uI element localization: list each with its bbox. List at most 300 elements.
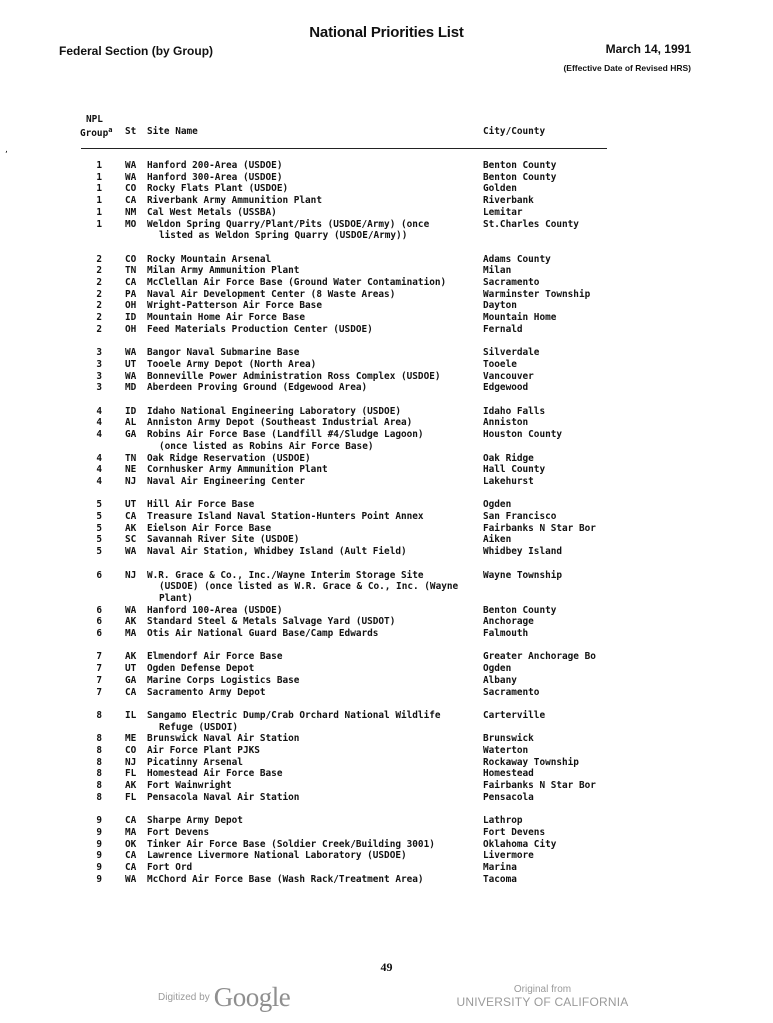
site-name-text: McChord Air Force Base (Wash Rack/Treatment Area) [147,873,424,885]
site-name-text: Sharpe Army Depot [147,815,243,827]
npl-group-cell: 4 [96,464,102,476]
state-cell: AK [125,522,137,534]
site-name-cell [147,464,483,476]
table-row [80,651,620,663]
site-name-text: McClellan Air Force Base (Ground Water Contamination) [147,277,447,289]
city-county-cell: Sacramento [483,686,540,698]
npl-group-cell: 5 [96,534,102,546]
table-row [80,160,620,172]
city-county-cell: Tacoma [483,873,517,885]
table-row [80,347,620,359]
table-row [80,710,620,733]
site-name-cell [147,663,483,675]
state-cell: CO [125,745,137,757]
table-row [80,628,620,640]
state-cell: CA [125,815,137,827]
site-name-text: Tinker Air Force Base (Soldier Creek/Building 3001) [147,838,435,850]
table-row [80,172,620,184]
site-name-continuation: Refuge (USDOI) [159,721,239,733]
site-name-cell [147,733,483,745]
table-row [80,207,620,219]
state-cell: OK [125,838,137,850]
site-name-cell [147,417,483,429]
site-name-text: W.R. Grace & Co., Inc./Wayne Interim Storage Site [147,569,424,581]
site-name-cell [147,429,483,452]
npl-group-cell: 9 [96,862,102,874]
document-date: March 14, 1991 [605,42,691,56]
site-name-text: Aberdeen Proving Ground (Edgewood Area) [147,382,368,394]
npl-group-cell: 8 [96,709,102,721]
city-county-cell: Idaho Falls [483,405,546,417]
site-name-cell [147,687,483,699]
site-name-cell [147,523,483,535]
table-row [80,254,620,266]
site-name-text: Rocky Mountain Arsenal [147,253,272,265]
site-name-cell [147,453,483,465]
table-row [80,570,620,605]
state-cell: CA [125,850,137,862]
city-county-cell: Houston County [483,429,563,441]
state-cell: CA [125,686,137,698]
state-cell: OH [125,323,137,335]
npl-group-cell: 6 [96,604,102,616]
city-county-cell: Hall County [483,464,546,476]
npl-group-cell: 8 [96,756,102,768]
city-county-cell: Rockaway Township [483,756,579,768]
npl-group-cell: 6 [96,628,102,640]
state-cell: MO [125,218,137,230]
city-county-cell: Dayton [483,300,517,312]
state-cell: CO [125,253,137,265]
site-name-text: Otis Air National Guard Base/Camp Edwards [147,628,379,640]
site-name-text: Air Force Plant PJKS [147,745,260,757]
site-name-text: Sangamo Electric Dump/Crab Orchard National Wildlife [147,709,441,721]
site-name-text: Picatinny Arsenal [147,756,243,768]
site-name-text: Hanford 100-Area (USDOE) [147,604,283,616]
city-county-cell: Adams County [483,253,551,265]
site-name-text: Brunswick Naval Air Station [147,733,300,745]
city-county-cell: Benton County [483,604,557,616]
column-headers [80,114,620,150]
state-cell: ID [125,312,137,324]
city-county-cell: Riverbank [483,195,534,207]
table-row [80,289,620,301]
city-county-cell: Albany [483,674,517,686]
city-county-cell: Benton County [483,171,557,183]
table-row [80,265,620,277]
npl-group-cell: 1 [96,160,102,171]
npl-group-cell: 3 [96,347,102,359]
site-name-cell [147,757,483,769]
site-name-text: Bangor Naval Submarine Base [147,347,300,359]
npl-group-cell: 5 [96,511,102,523]
table-row [80,277,620,289]
digitized-by-watermark [158,982,290,1013]
city-county-cell: Fernald [483,323,523,335]
state-cell: AK [125,651,137,663]
page-number: 49 [380,960,393,974]
site-name-cell [147,382,483,394]
state-header: St [125,126,137,137]
google-logo: Google [213,982,291,1012]
digitized-by-text: Digitized by [158,992,210,1003]
state-cell: WA [125,546,137,558]
site-name-cell [147,499,483,511]
city-county-cell: Pensacola [483,791,534,803]
city-county-cell: Aiken [483,534,512,546]
npl-group-cell: 9 [96,826,102,838]
site-name-cell [147,219,483,242]
npl-group-cell: 1 [96,183,102,195]
npl-group-cell: 4 [96,452,102,464]
city-county-cell: Golden [483,183,517,195]
site-name-text: Anniston Army Depot (Southeast Industrial Area) [147,417,413,429]
city-county-cell: Tooele [483,358,517,370]
city-county-cell: Ogden [483,663,512,675]
state-cell: CA [125,277,137,289]
site-name-cell [147,207,483,219]
city-county-cell: Edgewood [483,382,529,394]
site-name-text: Standard Steel & Metals Salvage Yard (USDOT) [147,616,396,628]
state-cell: TN [125,452,137,464]
npl-group-cell: 2 [96,277,102,289]
site-name-cell [147,710,483,733]
state-cell: UT [125,499,137,511]
npl-group-cell: 3 [96,358,102,370]
state-cell: NM [125,206,137,218]
header-divider [81,148,607,149]
site-name-cell [147,347,483,359]
npl-group-cell: 3 [96,382,102,394]
site-name-cell [147,277,483,289]
npl-group-cell: 8 [96,768,102,780]
city-county-cell: Marina [483,862,517,874]
city-county-cell: Benton County [483,160,557,171]
state-cell: MA [125,826,137,838]
site-name-text: Naval Air Engineering Center [147,475,306,487]
city-county-cell: Sacramento [483,277,540,289]
table-row [80,862,620,874]
city-county-cell: Carterville [483,709,546,721]
site-name-cell [147,160,483,172]
site-name-text: Sacramento Army Depot [147,686,266,698]
site-name-cell [147,815,483,827]
table-row [80,534,620,546]
table-row [80,768,620,780]
site-name-cell [147,570,483,605]
city-county-cell: Lathrop [483,815,523,827]
table-row [80,429,620,452]
site-name-text: Tooele Army Depot (North Area) [147,358,317,370]
group-header [80,126,112,139]
site-name-text: Elmendorf Air Force Base [147,651,283,663]
effective-date-note: (Effective Date of Revised HRS) [563,63,691,73]
site-name-cell [147,476,483,488]
site-name-text: Oak Ridge Reservation (USDOE) [147,452,311,464]
state-cell: OH [125,300,137,312]
site-name-text: Hanford 200-Area (USDOE) [147,160,283,171]
site-name-cell [147,605,483,617]
site-name-text: Savannah River Site (USDOE) [147,534,300,546]
npl-group-cell: 1 [96,171,102,183]
npl-group-cell: 2 [96,323,102,335]
site-name-cell [147,839,483,851]
city-county-cell: Ogden [483,499,512,511]
city-county-cell: Livermore [483,850,534,862]
site-name-cell [147,359,483,371]
table-row [80,417,620,429]
site-name-text: Robins Air Force Base (Landfill #4/Sludge Lagoon) [147,429,424,441]
npl-group-cell: 7 [96,651,102,663]
site-name-cell [147,371,483,383]
site-name-text: Idaho National Engineering Laboratory (USDOE) [147,405,401,417]
city-county-cell: Fort Devens [483,826,546,838]
npl-group-cell: 9 [96,838,102,850]
table-row [80,745,620,757]
group-header-label: Group [80,128,109,140]
state-cell: AK [125,780,137,792]
table-row [80,757,620,769]
table-row [80,476,620,488]
npl-group-cell: 4 [96,475,102,487]
npl-group-cell: 2 [96,265,102,277]
site-name-cell [147,534,483,546]
npl-group-cell: 9 [96,815,102,827]
state-cell: SC [125,534,137,546]
state-cell: GA [125,674,137,686]
state-cell: UT [125,358,137,370]
table-row [80,663,620,675]
npl-group-cell: 7 [96,674,102,686]
city-county-cell: Mountain Home [483,312,557,324]
npl-group-cell: 1 [96,195,102,207]
site-name-cell [147,195,483,207]
table-row [80,815,620,827]
city-county-cell: Lakehurst [483,475,534,487]
site-name-cell [147,312,483,324]
city-county-header: City/County [483,126,546,137]
site-name-cell [147,874,483,886]
npl-group-cell: 4 [96,417,102,429]
site-name-text: Naval Air Development Center (8 Waste Areas) [147,288,396,300]
table-row [80,464,620,476]
table-row [80,382,620,394]
npl-group-cell: 7 [96,686,102,698]
city-county-cell: Falmouth [483,628,529,640]
group-footnote-marker: a [108,126,113,134]
npl-header: NPL [86,114,103,125]
table-row [80,511,620,523]
site-name-text: Marine Corps Logistics Base [147,674,300,686]
npl-group-cell: 9 [96,850,102,862]
site-name-text: Rocky Flats Plant (USDOE) [147,183,289,195]
city-county-cell: San Francisco [483,511,557,523]
state-cell: PA [125,288,137,300]
state-cell: TN [125,265,137,277]
state-cell: MD [125,382,137,394]
state-cell: NJ [125,569,137,581]
npl-group-cell: 2 [96,288,102,300]
table-row [80,839,620,851]
site-name-text: Fort Devens [147,826,210,838]
city-county-cell: St.Charles County [483,218,579,230]
npl-group-cell: 6 [96,569,102,581]
site-name-text: Ogden Defense Depot [147,663,255,675]
state-cell: ME [125,733,137,745]
city-county-cell: Fairbanks N Star Bor [483,522,596,534]
npl-group-cell: 9 [96,873,102,885]
state-cell: NJ [125,475,137,487]
site-name-cell [147,172,483,184]
site-name-text: Homestead Air Force Base [147,768,283,780]
table-row [80,359,620,371]
city-county-cell: Wayne Township [483,569,563,581]
npl-group-cell: 3 [96,370,102,382]
site-name-cell [147,183,483,195]
site-name-cell [147,792,483,804]
site-name-cell [147,511,483,523]
npl-group-cell: 8 [96,733,102,745]
site-name-cell [147,406,483,418]
npl-group-cell: 1 [96,218,102,230]
site-name-cell [147,862,483,874]
state-cell: CA [125,862,137,874]
state-cell: GA [125,429,137,441]
city-county-cell: Oak Ridge [483,452,534,464]
npl-group-cell: 5 [96,522,102,534]
state-cell: MA [125,628,137,640]
university-name: UNIVERSITY OF CALIFORNIA [456,995,629,1009]
npl-group-cell: 5 [96,546,102,558]
page-title: National Priorities List [309,24,464,41]
city-county-cell: Greater Anchorage Bo [483,651,596,663]
site-name-cell [147,254,483,266]
table-row [80,183,620,195]
state-cell: WA [125,160,137,171]
city-county-cell: Vancouver [483,370,534,382]
npl-group-cell: 8 [96,745,102,757]
state-cell: FL [125,768,137,780]
state-cell: WA [125,347,137,359]
site-name-text: Lawrence Livermore National Laboratory (USDOE) [147,850,407,862]
site-name-continuation: listed as Weldon Spring Quarry (USDOE/Army)) [159,230,408,242]
table-row [80,371,620,383]
site-name-text: Cal West Metals (USSBA) [147,206,277,218]
table-row [80,616,620,628]
state-cell: WA [125,873,137,885]
table-row [80,850,620,862]
site-name-cell [147,289,483,301]
table-row [80,687,620,699]
npl-group-cell: 1 [96,206,102,218]
site-name-cell [147,300,483,312]
npl-group-cell: 8 [96,780,102,792]
city-county-cell: Brunswick [483,733,534,745]
site-name-text: Milan Army Ammunition Plant [147,265,300,277]
city-county-cell: Silverdale [483,347,540,359]
table-row [80,792,620,804]
table-row [80,195,620,207]
site-name-text: Weldon Spring Quarry/Plant/Pits (USDOE/Army) (once [147,218,430,230]
site-name-cell [147,827,483,839]
table-row [80,300,620,312]
city-county-cell: Whidbey Island [483,546,563,558]
site-name-text: Hanford 300-Area (USDOE) [147,171,283,183]
site-name-cell [147,768,483,780]
npl-group-cell: 2 [96,300,102,312]
state-cell: WA [125,171,137,183]
state-cell: IL [125,709,137,721]
table-row [80,324,620,336]
site-name-continuation: (once listed as Robins Air Force Base) [159,440,374,452]
site-name-text: Naval Air Station, Whidbey Island (Ault Field) [147,546,407,558]
state-cell: CA [125,511,137,523]
site-name-cell [147,546,483,558]
site-name-text: Hill Air Force Base [147,499,255,511]
site-name-cell [147,780,483,792]
site-name-cell [147,850,483,862]
npl-group-cell: 4 [96,405,102,417]
table-row [80,219,620,242]
npl-group-cell: 5 [96,499,102,511]
city-county-cell: Lemitar [483,206,523,218]
npl-group-cell: 7 [96,663,102,675]
city-county-cell: Oklahoma City [483,838,557,850]
state-cell: FL [125,791,137,803]
table-row [80,827,620,839]
npl-group-cell: 6 [96,616,102,628]
state-cell: AL [125,417,137,429]
original-from-watermark [440,984,645,1009]
table-row [80,523,620,535]
city-county-cell: Anchorage [483,616,534,628]
section-heading: Federal Section (by Group) [59,44,214,58]
table-row [80,605,620,617]
site-name-text: Bonneville Power Administration Ross Complex (USDOE) [147,370,441,382]
site-name-text: Riverbank Army Ammunition Plant [147,195,322,207]
table-row [80,406,620,418]
margin-mark: , [5,145,8,155]
site-name-header: Site Name [147,126,198,137]
state-cell: AK [125,616,137,628]
site-name-text: Feed Materials Production Center (USDOE) [147,323,373,335]
table-row [80,499,620,511]
table-row [80,874,620,886]
site-table [80,160,620,885]
npl-group-cell: 4 [96,429,102,441]
state-cell: WA [125,604,137,616]
site-name-text: Fort Ord [147,862,193,874]
state-cell: NJ [125,756,137,768]
site-name-cell [147,616,483,628]
table-row [80,312,620,324]
state-cell: CO [125,183,137,195]
table-row [80,546,620,558]
state-cell: WA [125,370,137,382]
npl-group-cell: 2 [96,312,102,324]
table-row [80,675,620,687]
state-cell: CA [125,195,137,207]
city-county-cell: Warminster Township [483,288,591,300]
state-cell: UT [125,663,137,675]
site-name-cell [147,628,483,640]
site-name-text: Treasure Island Naval Station-Hunters Point Annex [147,511,424,523]
site-name-text: Fort Wainwright [147,780,232,792]
site-name-continuation: Plant) [159,592,193,604]
site-name-text: Eielson Air Force Base [147,522,272,534]
table-row [80,733,620,745]
city-county-cell: Milan [483,265,512,277]
